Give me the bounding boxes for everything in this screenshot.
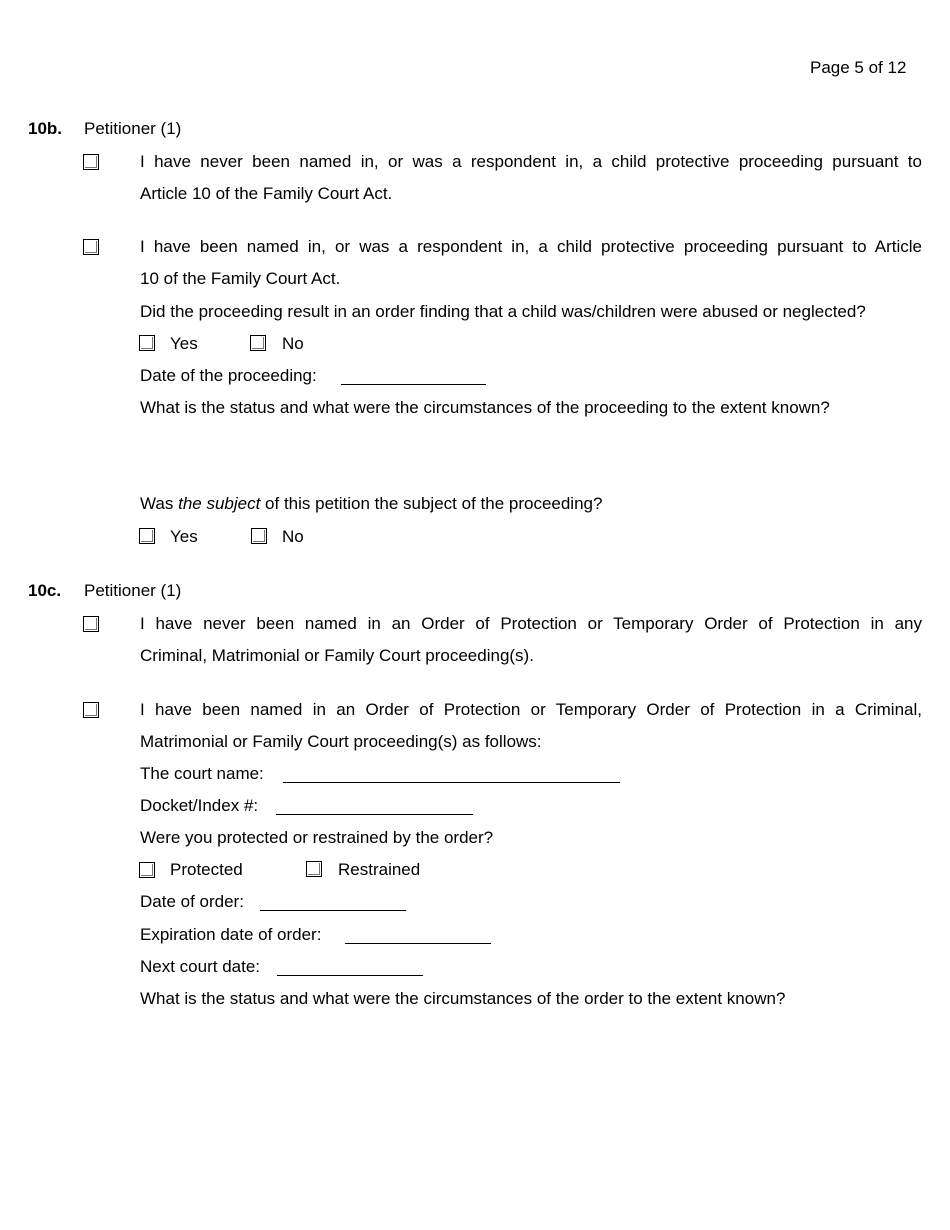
abuse-finding-yes-label: Yes [170,334,198,353]
protected-label: Protected [170,860,243,879]
docket-index-label: Docket/Index #: [140,796,259,815]
subject-question-emphasis: the subject [178,494,261,513]
protected-checkbox[interactable] [139,862,155,878]
subject-no-checkbox[interactable] [251,528,267,544]
never-named-op-line1: I have never been named in an Order of Protection or Temporary Order of Protection in any [140,614,922,633]
restrained-label: Restrained [338,860,421,879]
date-of-order-label: Date of order: [140,892,244,911]
named-cps-line2: 10 of the Family Court Act. [140,269,341,288]
court-name-label: The court name: [140,764,264,783]
abuse-finding-no-label: No [282,334,304,353]
named-op-checkbox[interactable] [83,702,99,718]
never-named-cps-line2: Article 10 of the Family Court Act. [140,184,393,203]
date-of-order-field[interactable] [260,910,406,911]
section-number-10b: 10b. [28,119,63,138]
section-heading-10c: Petitioner (1) [84,581,182,600]
order-status-question: What is the status and what were the circumstances of the order to the extent known? [140,989,786,1008]
expiration-date-label: Expiration date of order: [140,925,322,944]
never-named-cps-checkbox[interactable] [83,154,99,170]
docket-index-field[interactable] [276,814,473,815]
never-named-op-line2: Criminal, Matrimonial or Family Court proceeding(s). [140,646,534,665]
restrained-checkbox[interactable] [306,861,322,877]
named-op-line2: Matrimonial or Family Court proceeding(s) as follows: [140,732,542,751]
never-named-cps-line1: I have never been named in, or was a respondent in, a child protective proceeding pursuant to [140,152,922,171]
next-court-date-label: Next court date: [140,957,261,976]
next-court-date-field[interactable] [277,975,423,976]
abuse-finding-yes-checkbox[interactable] [139,335,155,351]
proceeding-status-question: What is the status and what were the circumstances of the proceeding to the extent known? [140,398,830,417]
abuse-finding-no-checkbox[interactable] [250,335,266,351]
named-cps-checkbox[interactable] [83,239,99,255]
proceeding-date-label: Date of the proceeding: [140,366,317,385]
page-number: Page 5 of 12 [810,58,907,77]
section-number-10c: 10c. [28,581,62,600]
protected-restrained-question: Were you protected or restrained by the order? [140,828,494,847]
subject-question: Was the subject of this petition the subject of the proceeding? [140,494,603,513]
section-heading-10b: Petitioner (1) [84,119,182,138]
expiration-date-field[interactable] [345,943,491,944]
named-op-line1: I have been named in an Order of Protection or Temporary Order of Protection in a Criminal, [140,700,922,719]
named-cps-line1: I have been named in, or was a respondent in, a child protective proceeding pursuant to Article [140,237,922,256]
subject-yes-checkbox[interactable] [139,528,155,544]
abuse-finding-question: Did the proceeding result in an order finding that a child was/children were abused or neglected? [140,302,866,321]
subject-yes-label: Yes [170,527,198,546]
never-named-op-checkbox[interactable] [83,616,99,632]
subject-no-label: No [282,527,304,546]
proceeding-date-field[interactable] [341,384,486,385]
court-name-field[interactable] [283,782,620,783]
